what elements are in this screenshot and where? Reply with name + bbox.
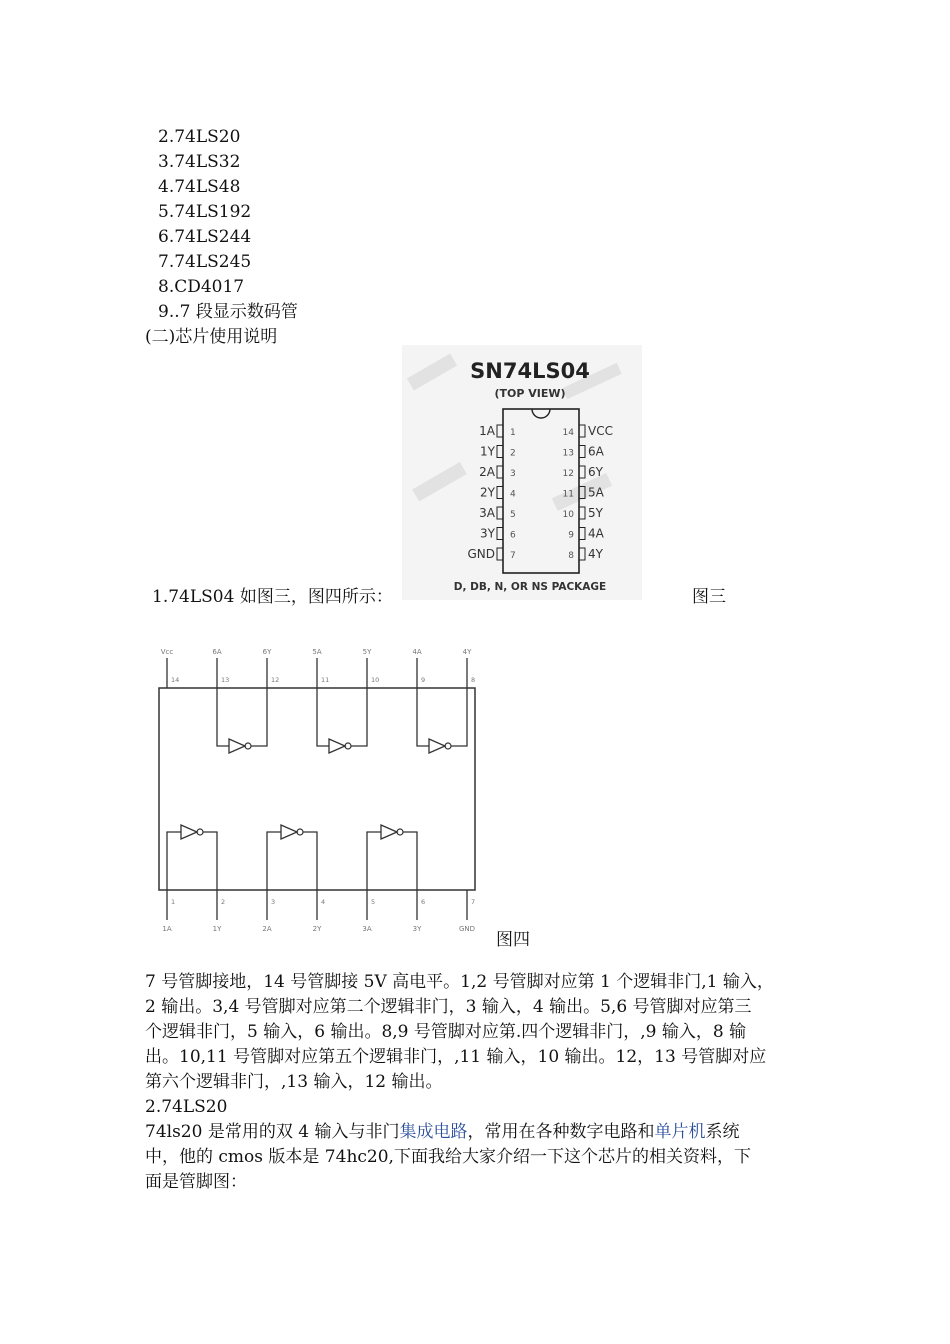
pin-number: 13 bbox=[221, 676, 230, 684]
pin-label: 1A bbox=[479, 424, 495, 438]
pin-label: 6Y bbox=[262, 648, 272, 656]
text-run: ，常用在各种数字电路和 bbox=[467, 1122, 655, 1142]
pin-label: 5Y bbox=[362, 648, 372, 656]
pin-label: 5Y bbox=[588, 506, 603, 520]
list-item: 6.74LS244 bbox=[158, 227, 252, 247]
pin-number: 14 bbox=[562, 428, 574, 438]
pin-number: 12 bbox=[562, 469, 574, 479]
pin-label: 4Y bbox=[588, 547, 603, 561]
pin-label: 2Y bbox=[480, 485, 495, 500]
pin-label: 2A bbox=[479, 465, 495, 479]
fig3-label: 图三 bbox=[692, 587, 726, 607]
pin-number: 1 bbox=[510, 428, 516, 438]
inverter-logic-diagram bbox=[145, 620, 490, 938]
list-item: 5.74LS192 bbox=[158, 202, 252, 222]
pin-number: 11 bbox=[321, 676, 330, 684]
item1-caption: 1.74LS04 如图三，图四所示： bbox=[152, 587, 393, 607]
chip-title: SN74LS04 bbox=[470, 359, 590, 383]
pin-number: 6 bbox=[510, 530, 516, 541]
item2-line bbox=[145, 1120, 739, 1145]
mcu-link[interactable]: 单片机 bbox=[654, 1122, 706, 1142]
chip-subtitle: (TOP VIEW) bbox=[494, 387, 566, 400]
chip-pinout-figure bbox=[402, 345, 642, 600]
pin-number: 14 bbox=[171, 676, 180, 684]
pin-number: 11 bbox=[562, 489, 574, 500]
item2-heading: 2.74LS20 bbox=[145, 1097, 228, 1117]
pin-number: 10 bbox=[371, 676, 380, 684]
pin-label: Vcc bbox=[160, 648, 174, 656]
pin-label: 6A bbox=[588, 444, 604, 459]
pin-label: 5A bbox=[588, 485, 604, 500]
pin-number: 7 bbox=[510, 551, 516, 561]
pin-label: 2A bbox=[262, 925, 272, 933]
pin-label: 4Y bbox=[462, 648, 472, 656]
pin-number: 8 bbox=[471, 676, 476, 684]
pin-label: 3A bbox=[362, 925, 372, 933]
pin-label: 3A bbox=[479, 506, 495, 520]
fig4-label: 图四 bbox=[496, 930, 530, 950]
pin-number: 6 bbox=[421, 898, 426, 906]
pin-label: 6A bbox=[212, 648, 222, 656]
package-note: D, DB, N, OR NS PACKAGE bbox=[453, 581, 607, 593]
pin-number: 2 bbox=[510, 448, 516, 459]
ic-link[interactable]: 集成电路 bbox=[399, 1122, 468, 1142]
pin-number: 4 bbox=[510, 489, 516, 500]
pin-number: 5 bbox=[371, 898, 376, 906]
pin-label: 1A bbox=[162, 925, 172, 933]
pin-number: 1 bbox=[171, 898, 176, 906]
paragraph-line: 2 输出。3,4 号管脚对应第二个逻辑非门，3 输入，4 输出。5,6 号管脚对应第三 bbox=[145, 997, 752, 1017]
pin-number: 12 bbox=[271, 676, 280, 684]
pin-number: 7 bbox=[471, 898, 476, 906]
pin-number: 9 bbox=[568, 530, 574, 541]
paragraph-line: 个逻辑非门，5 输入，6 输出。8,9 号管脚对应第.四个逻辑非门，,9 输入，8 输 bbox=[145, 1022, 747, 1042]
pin-label: GND bbox=[458, 925, 476, 933]
list-item: 4.74LS48 bbox=[158, 177, 241, 197]
paragraph-line: 第六个逻辑非门，,13 输入，12 输出。 bbox=[145, 1072, 443, 1092]
pin-label: 4A bbox=[588, 526, 604, 541]
pin-number: 2 bbox=[221, 898, 226, 906]
paragraph-line: 7 号管脚接地，14 号管脚接 5V 高电平。1,2 号管脚对应第 1 个逻辑非门,1 输入， bbox=[145, 972, 774, 992]
pin-number: 3 bbox=[271, 898, 276, 906]
pin-number: 8 bbox=[568, 551, 574, 561]
list-item: 9..7 段显示数码管 bbox=[158, 302, 298, 322]
list-item: 3.74LS32 bbox=[158, 152, 241, 172]
pin-number: 10 bbox=[562, 510, 574, 520]
pin-number: 5 bbox=[510, 510, 516, 520]
pin-label: 5A bbox=[312, 648, 322, 656]
list-item: 8.CD4017 bbox=[158, 277, 245, 297]
pin-label: VCC bbox=[588, 424, 613, 438]
pin-label: 6Y bbox=[588, 465, 603, 479]
pin-label: 2Y bbox=[312, 925, 322, 933]
item2-line: 面是管脚图： bbox=[145, 1172, 247, 1192]
pin-number: 4 bbox=[321, 898, 326, 906]
text-run: 74ls20 是常用的双 4 输入与非门 bbox=[145, 1122, 400, 1142]
section-heading: (二)芯片使用说明 bbox=[145, 327, 278, 347]
pin-number: 3 bbox=[510, 469, 516, 479]
pin-label: 1Y bbox=[212, 925, 222, 933]
pin-number: 9 bbox=[421, 676, 426, 684]
item2-line: 中，他的 cmos 版本是 74hc20,下面我给大家介绍一下这个芯片的相关资料，下 bbox=[145, 1147, 751, 1167]
text-run: 系统 bbox=[705, 1122, 740, 1142]
pin-number: 13 bbox=[562, 448, 574, 459]
pin-label: GND bbox=[467, 547, 495, 561]
list-item: 7.74LS245 bbox=[158, 252, 252, 272]
pin-label: 4A bbox=[412, 648, 422, 656]
pin-label: 3Y bbox=[412, 925, 422, 933]
pin-label: 1Y bbox=[480, 444, 495, 459]
paragraph-line: 出。10,11 号管脚对应第五个逻辑非门，,11 输入，10 输出。12，13 号管脚对应 bbox=[145, 1047, 767, 1067]
list-item: 2.74LS20 bbox=[158, 127, 241, 147]
pin-label: 3Y bbox=[480, 526, 495, 541]
